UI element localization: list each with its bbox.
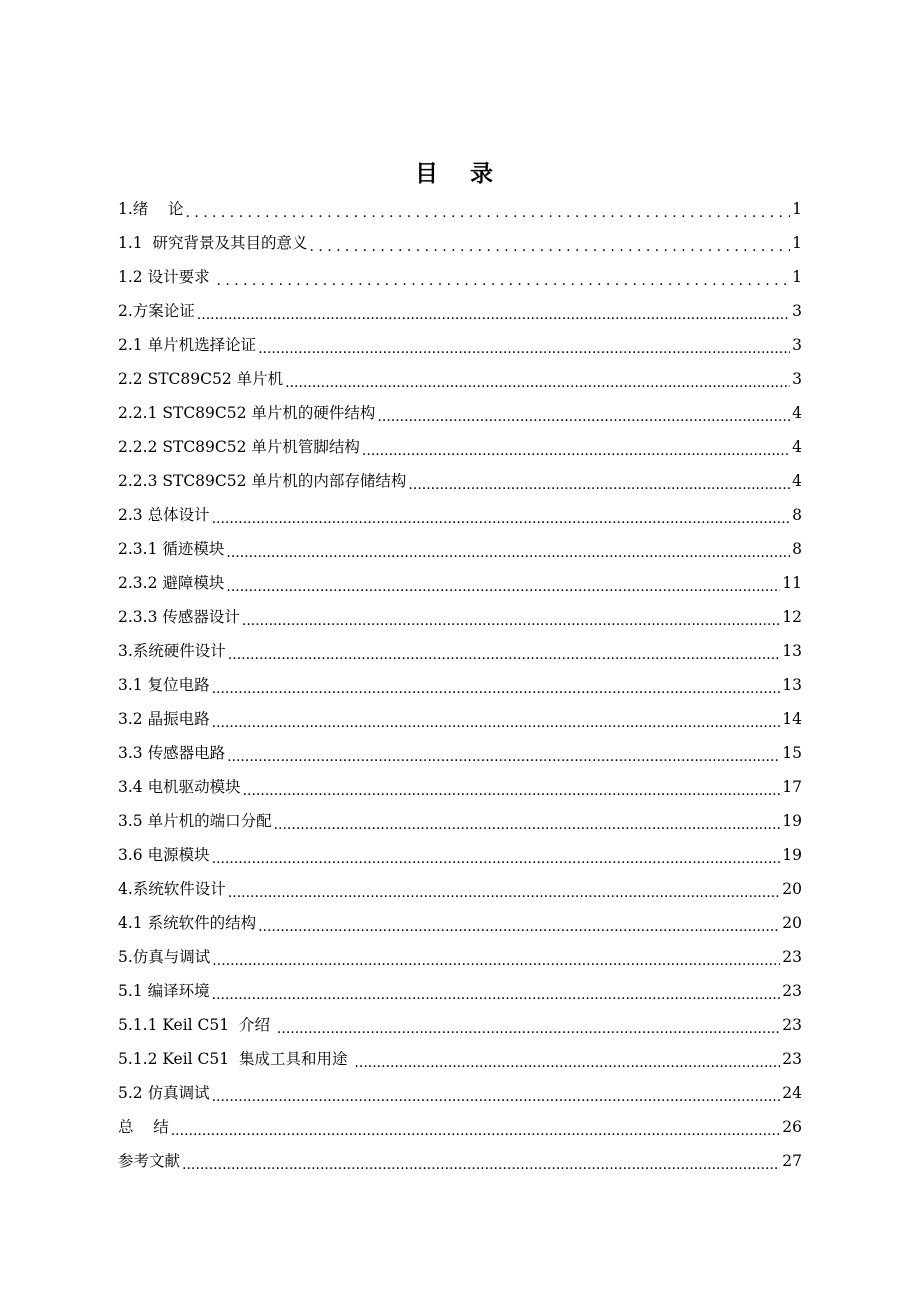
- toc-entry: [118, 804, 802, 838]
- toc-leader-dots: [242, 600, 780, 634]
- toc-leader-dots: [408, 464, 790, 498]
- toc-entry-label: 2.2.1 STC89C52 单片机的硬件结构: [118, 404, 376, 422]
- toc-entry-label: 3.4 电机驱动模块: [118, 778, 241, 796]
- toc-leader-dots: [258, 328, 790, 362]
- toc-entry-label: 1.2 设计要求: [118, 268, 215, 286]
- toc-entry: [118, 498, 802, 532]
- toc-entry-page: 23: [782, 1016, 802, 1034]
- toc-entry: [118, 1110, 802, 1144]
- toc-entry: [118, 1008, 802, 1042]
- toc-entry: [118, 294, 802, 328]
- toc-entry: [118, 600, 802, 634]
- toc-entry-label: 3.5 单片机的端口分配: [118, 812, 272, 830]
- toc-entry: [118, 702, 802, 736]
- toc-entry-label: 4.系统软件设计: [118, 880, 226, 898]
- toc-entry-label: 2.1 单片机选择论证: [118, 336, 257, 354]
- toc-entry-label: 2.3.2 避障模块: [118, 574, 225, 592]
- toc-leader-dots: [274, 804, 781, 838]
- toc-entry-label: 5.1.1 Keil C51 介绍: [118, 1016, 275, 1034]
- toc-entry-label: 3.系统硬件设计: [118, 642, 226, 660]
- toc-leader-dots: [285, 362, 790, 396]
- toc-entry-label: 2.3 总体设计: [118, 506, 210, 524]
- toc-entry-label: 3.1 复位电路: [118, 676, 210, 694]
- toc-leader-dots: [226, 566, 780, 600]
- toc-entry-page: 20: [782, 880, 802, 898]
- toc-entry-page: 15: [782, 744, 802, 762]
- toc-entry: [118, 328, 802, 362]
- toc-entry-label: 5.2 仿真调试: [118, 1084, 210, 1102]
- toc-leader-dots: [212, 940, 780, 974]
- toc-entry: [118, 736, 802, 770]
- toc-entry-page: 26: [782, 1118, 802, 1136]
- toc-leader-dots: [212, 1076, 781, 1110]
- toc-entry: [118, 430, 802, 464]
- toc-leader-dots: [171, 1110, 781, 1144]
- toc-entry-label: 3.3 传感器电路: [118, 744, 226, 762]
- toc-entry-label: 2.2.2 STC89C52 单片机管脚结构: [118, 438, 360, 456]
- toc-leader-dots: [217, 260, 791, 294]
- toc-leader-dots: [362, 430, 790, 464]
- toc-leader-dots: [212, 974, 781, 1008]
- toc-entry: [118, 634, 802, 668]
- toc-entry: [118, 940, 802, 974]
- toc-entry: [118, 464, 802, 498]
- toc-leader-dots: [227, 736, 780, 770]
- toc-entry-page: 1: [792, 200, 802, 218]
- toc-entry: [118, 396, 802, 430]
- toc-entry: [118, 226, 802, 260]
- toc-entry-label: 4.1 系统软件的结构: [118, 914, 257, 932]
- toc-entry-page: 12: [782, 608, 802, 626]
- toc-entry-label: 总 结: [118, 1118, 169, 1136]
- toc-entry-page: 24: [782, 1084, 802, 1102]
- toc-entry-label: 2.方案论证: [118, 302, 195, 320]
- toc-entry-label: 3.2 晶振电路: [118, 710, 210, 728]
- toc-entry-page: 11: [782, 574, 802, 592]
- table-of-contents: [118, 192, 802, 1178]
- toc-entry-label: 1.1 研究背景及其目的意义: [118, 234, 308, 252]
- toc-leader-dots: [212, 838, 781, 872]
- toc-entry-page: 4: [792, 472, 802, 490]
- page-title: 目 录: [414, 161, 505, 187]
- toc-leader-dots: [310, 226, 791, 260]
- toc-entry-label: 5.1 编译环境: [118, 982, 210, 1000]
- toc-entry: [118, 770, 802, 804]
- toc-entry: [118, 1076, 802, 1110]
- toc-entry: [118, 192, 802, 226]
- toc-entry-page: 13: [782, 642, 802, 660]
- toc-entry: [118, 872, 802, 906]
- toc-leader-dots: [197, 294, 790, 328]
- toc-entry: [118, 260, 802, 294]
- toc-entry: [118, 566, 802, 600]
- toc-entry-label: 2.3.3 传感器设计: [118, 608, 240, 626]
- toc-entry-page: 8: [792, 540, 802, 558]
- toc-entry: [118, 1042, 802, 1076]
- toc-leader-dots: [212, 498, 791, 532]
- toc-entry: [118, 362, 802, 396]
- toc-entry-page: 20: [782, 914, 802, 932]
- toc-entry-page: 19: [782, 812, 802, 830]
- toc-entry-page: 3: [792, 302, 802, 320]
- toc-entry-page: 23: [782, 1050, 802, 1068]
- toc-entry: [118, 668, 802, 702]
- toc-leader-dots: [243, 770, 781, 804]
- toc-entry-label: 2.2.3 STC89C52 单片机的内部存储结构: [118, 472, 407, 490]
- toc-entry-page: 23: [782, 948, 802, 966]
- toc-leader-dots: [212, 668, 781, 702]
- toc-entry-label: 5.仿真与调试: [118, 948, 211, 966]
- toc-leader-dots: [354, 1042, 780, 1076]
- toc-leader-dots: [186, 192, 791, 226]
- toc-entry-label: 参考文献: [118, 1152, 181, 1170]
- toc-leader-dots: [212, 702, 781, 736]
- toc-entry-label: 2.2 STC89C52 单片机: [118, 370, 284, 388]
- toc-entry-page: 1: [792, 268, 802, 286]
- toc-entry-label: 1.绪 论: [118, 200, 184, 218]
- toc-entry-page: 8: [792, 506, 802, 524]
- toc-entry-page: 4: [792, 438, 802, 456]
- toc-entry-page: 14: [782, 710, 802, 728]
- toc-entry-page: 19: [782, 846, 802, 864]
- toc-entry: [118, 974, 802, 1008]
- toc-entry-page: 17: [782, 778, 802, 796]
- toc-entry: [118, 906, 802, 940]
- toc-entry-label: 3.6 电源模块: [118, 846, 210, 864]
- toc-entry: [118, 838, 802, 872]
- toc-leader-dots: [258, 906, 780, 940]
- toc-entry-page: 13: [782, 676, 802, 694]
- toc-entry-label: 5.1.2 Keil C51 集成工具和用途: [118, 1050, 353, 1068]
- toc-leader-dots: [182, 1144, 780, 1178]
- toc-entry-page: 23: [782, 982, 802, 1000]
- toc-leader-dots: [226, 532, 790, 566]
- toc-entry-page: 3: [792, 370, 802, 388]
- toc-entry-page: 4: [792, 404, 802, 422]
- toc-entry-label: 2.3.1 循迹模块: [118, 540, 225, 558]
- toc-leader-dots: [377, 396, 790, 430]
- toc-entry: [118, 1144, 802, 1178]
- toc-leader-dots: [228, 872, 780, 906]
- toc-entry-page: 27: [782, 1152, 802, 1170]
- toc-entry: [118, 532, 802, 566]
- toc-leader-dots: [228, 634, 780, 668]
- toc-entry-page: 3: [792, 336, 802, 354]
- toc-entry-page: 1: [792, 234, 802, 252]
- toc-leader-dots: [277, 1008, 780, 1042]
